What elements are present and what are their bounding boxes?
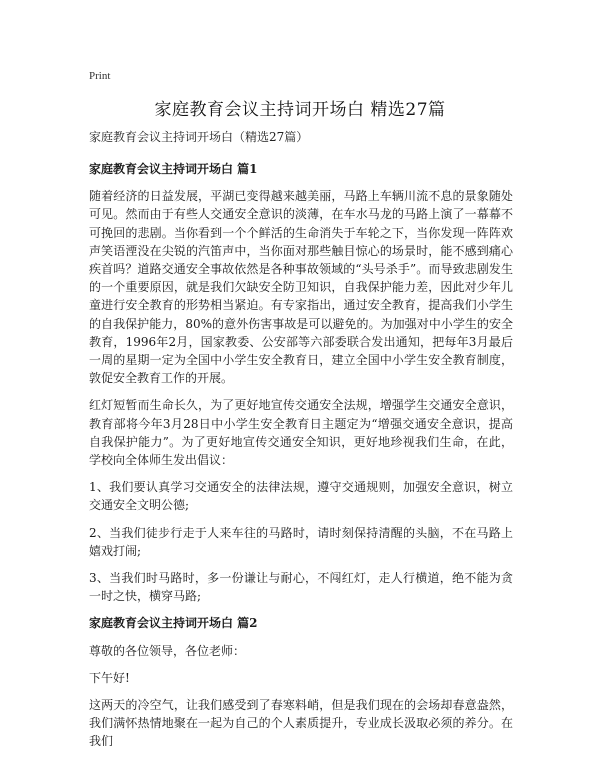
page-title: 家庭教育会议主持词开场白 精选27篇	[154, 100, 446, 120]
paragraph: 尊敬的各位领导，各位老师：	[89, 643, 246, 658]
article-body	[89, 160, 513, 760]
paragraph: 2、当我们徒步行走于人来车往的马路时，请时刻保持清醒的头脑，不在马路上嬉戏打闹;	[89, 525, 513, 558]
page-subtitle: 家庭教育会议主持词开场白（精选27篇）	[89, 130, 309, 144]
section-heading: 家庭教育会议主持词开场白 篇1	[89, 162, 258, 176]
paragraph: 下午好!	[89, 670, 130, 685]
paragraph: 红灯短暂而生命长久，为了更好地宣传交通安全法规，增强学生交通安全意识，教育部将今年3月28日中小学生安全教育日主题定为“增强交通安全意识，提高自我保护能力”。为了更好地宣传交通安全知识，更好地珍视我们生命，在此，学校向全体师生发出倡议：	[89, 398, 513, 468]
section-heading: 家庭教育会议主持词开场白 篇2	[89, 616, 258, 631]
paragraph: 1、我们要认真学习交通安全的法律法规，遵守交通规则，加强安全意识，树立交通安全文明公德;	[89, 480, 513, 513]
paragraph: 随着经济的日益发展，平湖已变得越来越美丽，马路上车辆川流不息的景象随处可见。然而由于有些人交通安全意识的淡薄，在车水马龙的马路上演了一幕幕不可挽回的悲剧。当你看到一个个鲜活的生命消失于车轮之下，当你发现一阵阵欢声笑语湮没在尖锐的汽笛声中，当你面对那些触目惊心的场景时，能不感到痛心疾首吗？道路交通安全事故依然是各种事故领域的“头号杀手”。而导致悲剧发生的一个重要原因，就是我们欠缺安全防卫知识，自我保护能力差，因此对少年儿童进行安全教育的形势相当紧迫。有专家指出，通过安全教育，提高我们小学生的自我保护能力，80%的意外伤害事故是可以避免的。为加强对中小学生的安全教育，1996年2月，国家教委、公安部等六部委联合发出通知，把每年3月最后一周的星期一定为全国中小学生安全教育日，建立全国中小学生安全教育制度，敦促安全教育工作的开展。	[89, 189, 513, 386]
paragraph: 这两天的冷空气，让我们感受到了春寒料峭，但是我们现在的会场却春意盎然，我们满怀热情地聚在一起为自己的个人素质提升，专业成长汲取必须的养分。在我们	[89, 698, 513, 749]
print-link[interactable]: Print	[89, 70, 111, 82]
paragraph: 3、当我们时马路时，多一份谦让与耐心，不闯红灯，走人行横道，绝不能为贪一时之快，横穿马路;	[89, 571, 513, 604]
